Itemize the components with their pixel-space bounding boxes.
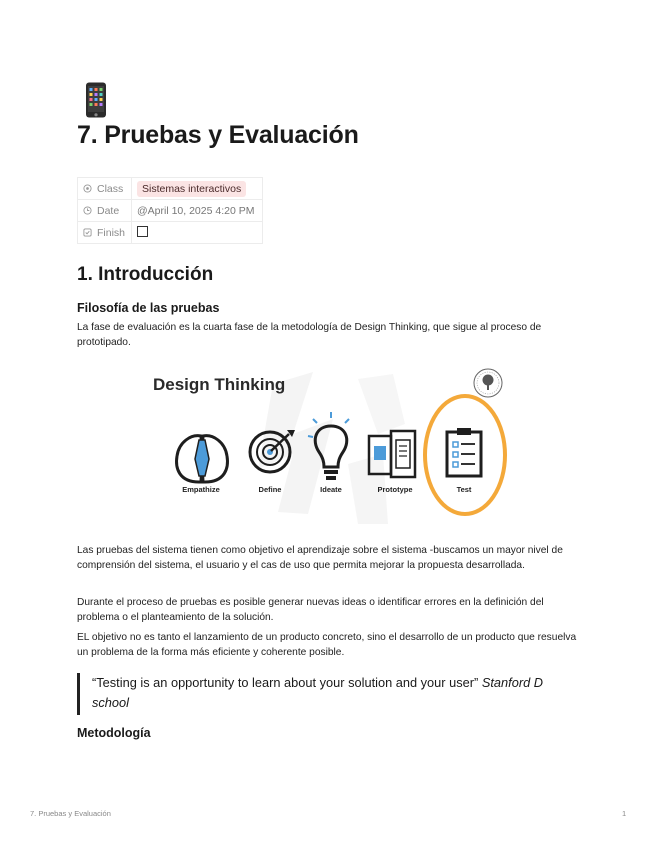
properties-table <box>77 177 263 244</box>
intro-paragraph: La fase de evaluación es la cuarta fase de la metodología de Design Thinking, que sigue al proceso de prototipado. <box>77 322 542 349</box>
quote-source: Stanford D school <box>92 675 544 710</box>
mobile-phone-icon <box>82 82 110 118</box>
page-number: 1 <box>622 809 627 818</box>
test-highlight-circle <box>425 396 505 514</box>
property-value[interactable] <box>132 222 263 244</box>
property-key-label: Date <box>97 204 120 217</box>
class-tag[interactable]: Sistemas interactivos <box>137 181 246 197</box>
footer-title: 7. Pruebas y Evaluación <box>30 809 111 818</box>
blockquote <box>77 673 582 715</box>
test-icon <box>447 428 481 476</box>
property-key <box>78 222 132 244</box>
paragraph: EL objetivo no es tanto el lanzamiento de un producto concreto, sino el desarrollo de un producto que resuelva un problema de la forma más eficiente y coherente posible. <box>77 632 577 659</box>
paragraph: Las pruebas del sistema tienen como objetivo el aprendizaje sobre el sistema -buscamos un mayor nivel de comprensión del sistema, el usuario y el cas de uso que permita mejorar la propuesta desarrollada. <box>77 545 563 572</box>
property-key-label: Finish <box>97 226 126 239</box>
quote-text: “Testing is an opportunity to learn about your solution and your user” <box>92 675 479 690</box>
property-key-label: Class <box>97 182 124 195</box>
property-key <box>78 178 132 200</box>
design-thinking-diagram <box>143 364 513 530</box>
school-logo-icon <box>474 369 502 397</box>
stage-label-prototype: Prototype <box>377 485 413 494</box>
property-row-finish <box>78 222 263 244</box>
stage-label-define: Define <box>258 485 282 494</box>
stage-label-test: Test <box>456 485 472 494</box>
property-key <box>78 200 132 222</box>
date-value[interactable]: @April 10, 2025 4:20 PM <box>137 204 255 217</box>
property-row-date <box>78 200 263 222</box>
finish-checkbox[interactable] <box>137 226 148 237</box>
property-value[interactable] <box>132 200 263 222</box>
stage-label-ideate: Ideate <box>320 485 342 494</box>
section-heading: 1. Introducción <box>77 264 214 285</box>
subheading-methodology: Metodología <box>77 726 151 740</box>
diagram-title: Design Thinking <box>153 375 286 394</box>
subheading-philosophy: Filosofía de las pruebas <box>77 301 220 315</box>
checkbox-icon <box>83 228 92 237</box>
stage-label-empathize: Empathize <box>182 485 220 494</box>
page-title: 7. Pruebas y Evaluación <box>77 121 359 149</box>
clock-icon <box>83 206 92 215</box>
property-row-class <box>78 178 263 200</box>
empathize-icon <box>177 436 228 482</box>
paragraph: Durante el proceso de pruebas es posible generar nuevas ideas o identificar errores en la definición del problema o el planteamiento de la solución. <box>77 597 544 624</box>
target-icon <box>83 184 92 193</box>
property-value[interactable] <box>132 178 263 200</box>
